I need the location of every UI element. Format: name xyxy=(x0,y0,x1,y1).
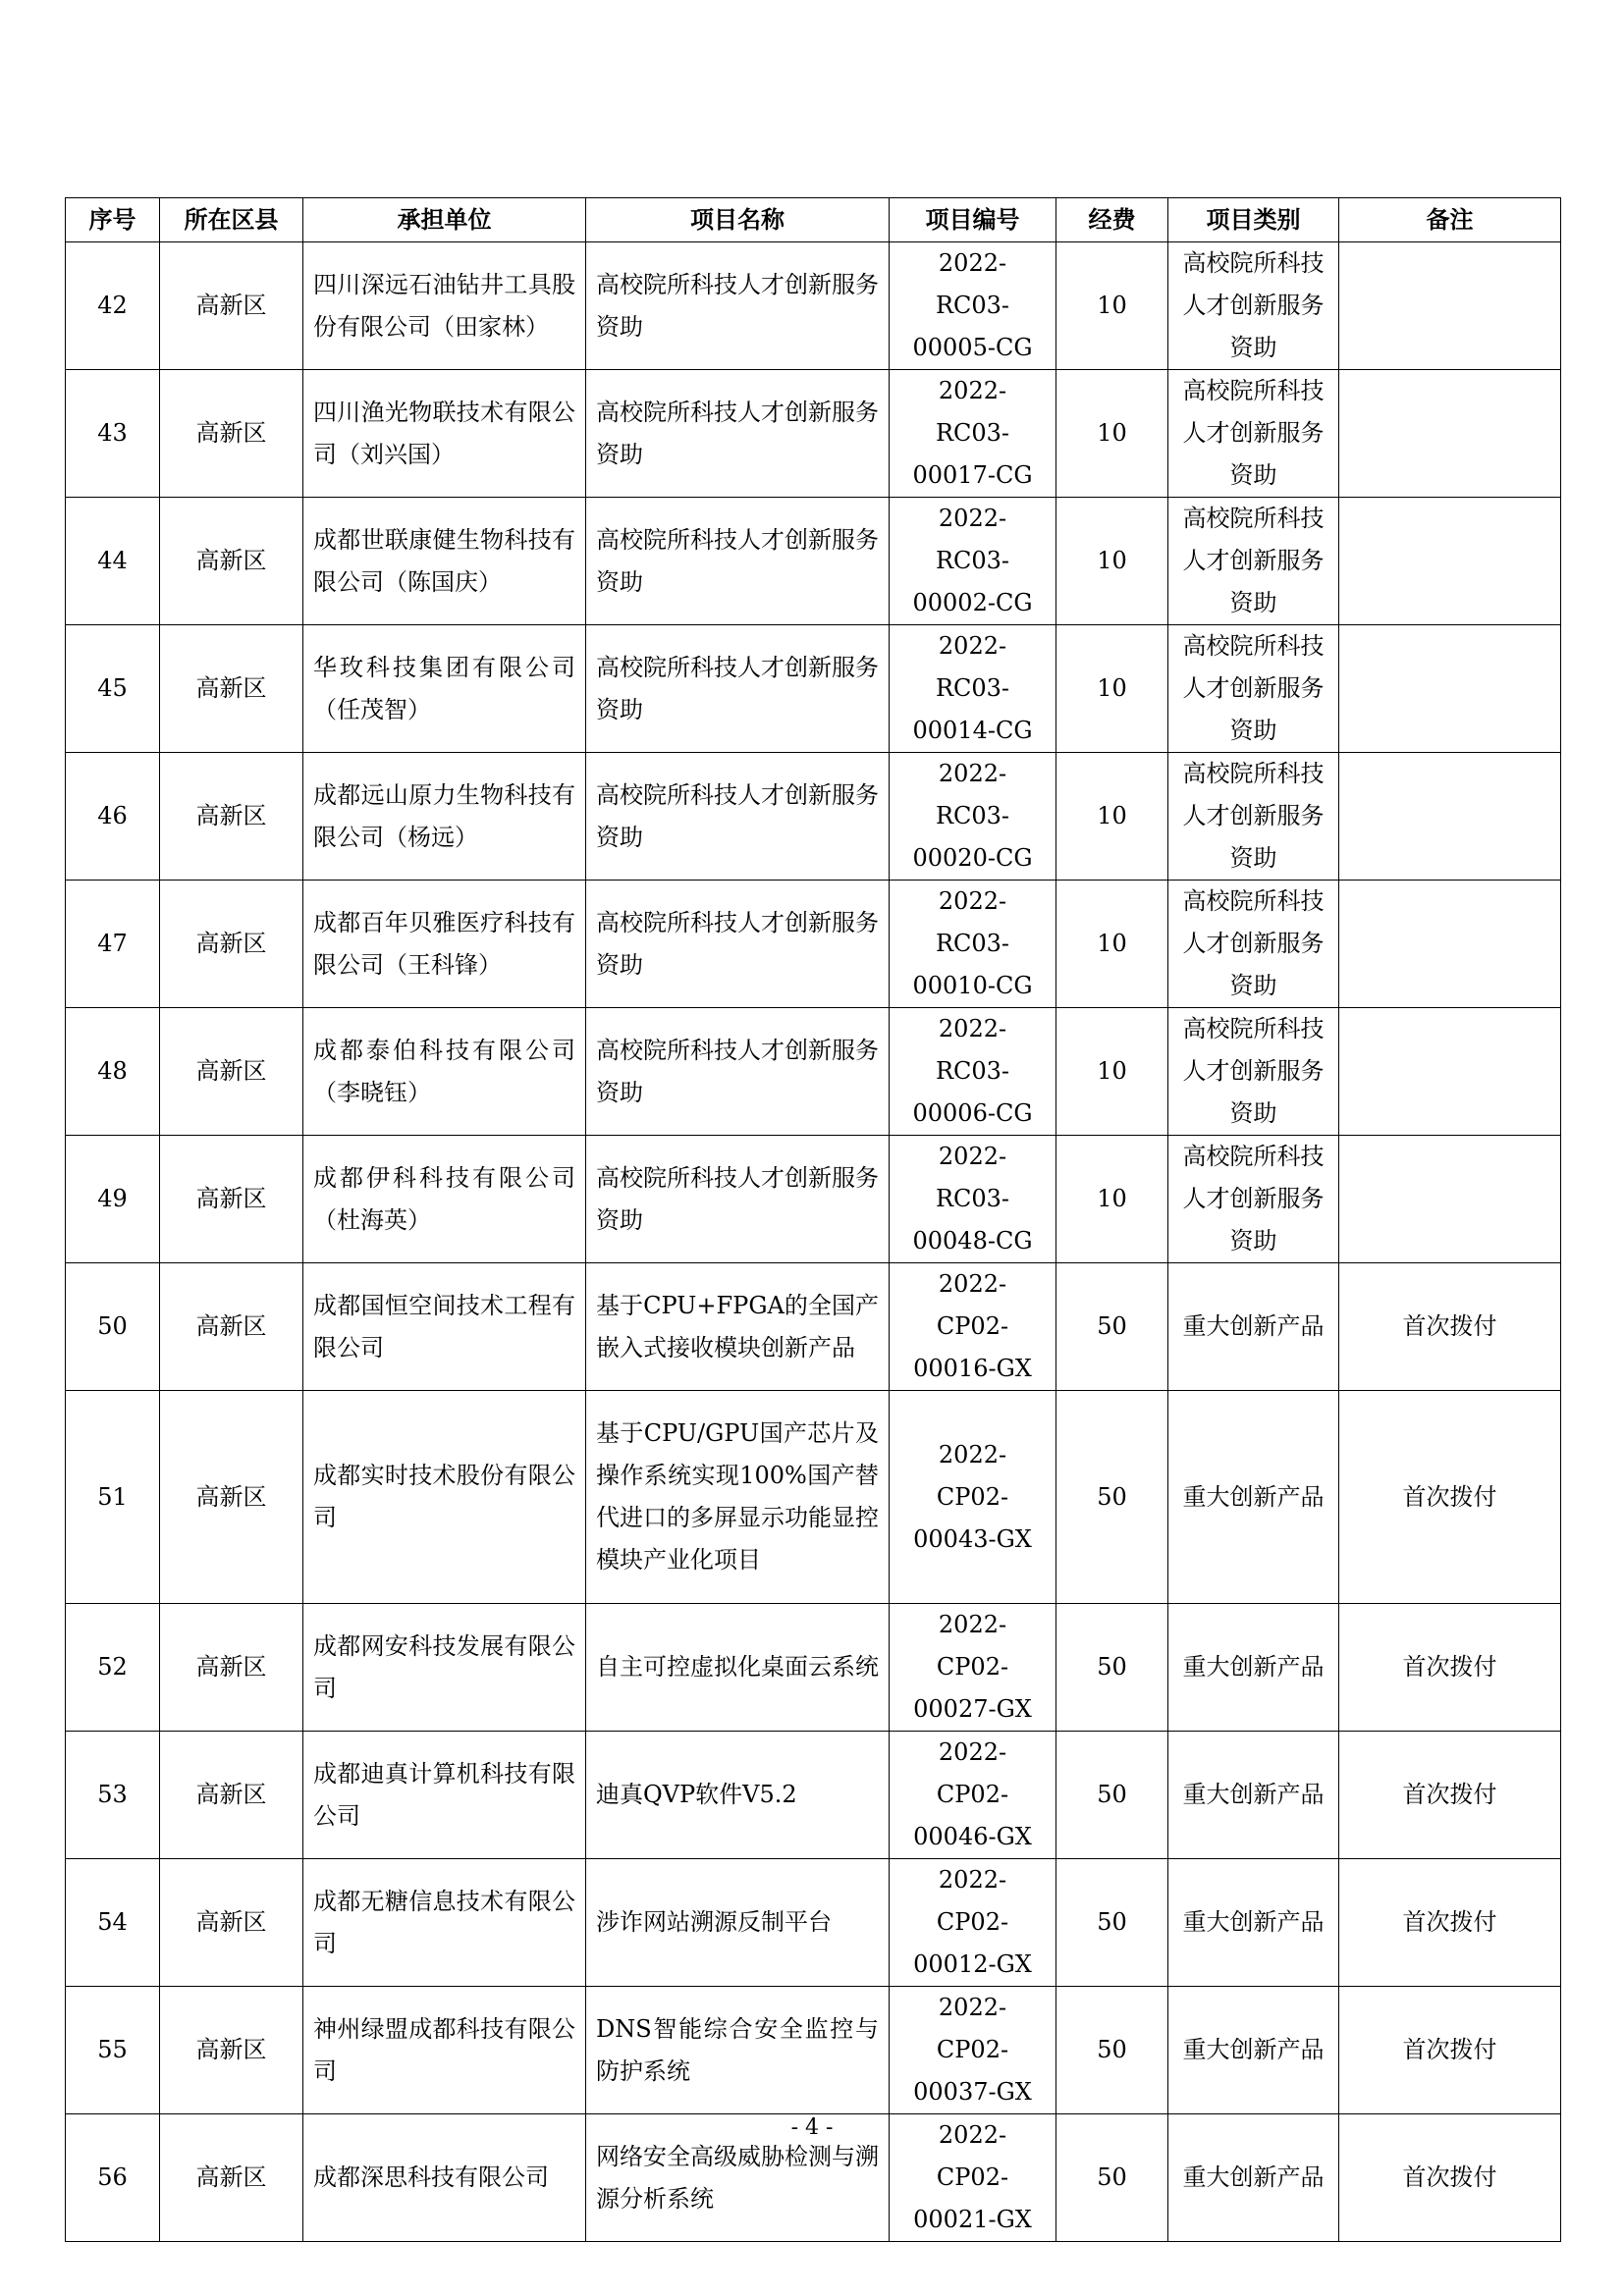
cell-project: 高校院所科技人才创新服务资助 xyxy=(586,1136,890,1263)
cell-no: 51 xyxy=(66,1391,160,1604)
cell-remark: 首次拨付 xyxy=(1339,1732,1561,1859)
cell-remark: 首次拨付 xyxy=(1339,1987,1561,2114)
cell-district: 高新区 xyxy=(160,2114,303,2242)
cell-category: 重大创新产品 xyxy=(1168,1732,1339,1859)
cell-category: 高校院所科技人才创新服务资助 xyxy=(1168,498,1339,625)
cell-project: 高校院所科技人才创新服务资助 xyxy=(586,881,890,1008)
cell-funds: 10 xyxy=(1056,881,1168,1008)
cell-no: 46 xyxy=(66,753,160,881)
cell-funds: 10 xyxy=(1056,498,1168,625)
cell-no: 48 xyxy=(66,1008,160,1136)
header-district: 所在区县 xyxy=(160,198,303,242)
table-row xyxy=(66,498,1561,625)
cell-remark: 首次拨付 xyxy=(1339,1604,1561,1732)
cell-project: 涉诈网站溯源反制平台 xyxy=(586,1859,890,1987)
cell-code: 2022-RC03-00006-CG xyxy=(890,1008,1056,1136)
table-row xyxy=(66,370,1561,498)
cell-code: 2022-RC03-00005-CG xyxy=(890,242,1056,370)
cell-code: 2022-CP02-00043-GX xyxy=(890,1391,1056,1604)
cell-district: 高新区 xyxy=(160,753,303,881)
cell-no: 44 xyxy=(66,498,160,625)
cell-district: 高新区 xyxy=(160,1732,303,1859)
cell-project: 高校院所科技人才创新服务资助 xyxy=(586,370,890,498)
cell-district: 高新区 xyxy=(160,625,303,753)
cell-district: 高新区 xyxy=(160,498,303,625)
cell-project: 高校院所科技人才创新服务资助 xyxy=(586,625,890,753)
cell-remark xyxy=(1339,1136,1561,1263)
cell-district: 高新区 xyxy=(160,370,303,498)
cell-funds: 50 xyxy=(1056,1604,1168,1732)
cell-unit: 神州绿盟成都科技有限公司 xyxy=(303,1987,586,2114)
cell-project: 高校院所科技人才创新服务资助 xyxy=(586,498,890,625)
cell-funds: 50 xyxy=(1056,1391,1168,1604)
cell-remark xyxy=(1339,881,1561,1008)
funding-table xyxy=(65,197,1561,2242)
cell-funds: 50 xyxy=(1056,1732,1168,1859)
cell-district: 高新区 xyxy=(160,1136,303,1263)
table-row xyxy=(66,1987,1561,2114)
table-row xyxy=(66,242,1561,370)
cell-code: 2022-RC03-00048-CG xyxy=(890,1136,1056,1263)
cell-funds: 10 xyxy=(1056,370,1168,498)
header-unit: 承担单位 xyxy=(303,198,586,242)
cell-funds: 10 xyxy=(1056,1008,1168,1136)
cell-code: 2022-RC03-00020-CG xyxy=(890,753,1056,881)
cell-district: 高新区 xyxy=(160,1987,303,2114)
cell-remark xyxy=(1339,1008,1561,1136)
cell-unit: 成都伊科科技有限公司（杜海英） xyxy=(303,1136,586,1263)
cell-no: 45 xyxy=(66,625,160,753)
cell-no: 55 xyxy=(66,1987,160,2114)
cell-category: 高校院所科技人才创新服务资助 xyxy=(1168,242,1339,370)
cell-category: 重大创新产品 xyxy=(1168,1391,1339,1604)
table-row xyxy=(66,1732,1561,1859)
cell-district: 高新区 xyxy=(160,1391,303,1604)
cell-code: 2022-RC03-00002-CG xyxy=(890,498,1056,625)
cell-remark xyxy=(1339,370,1561,498)
cell-funds: 50 xyxy=(1056,1859,1168,1987)
header-code: 项目编号 xyxy=(890,198,1056,242)
cell-funds: 50 xyxy=(1056,2114,1168,2242)
table-row xyxy=(66,1008,1561,1136)
cell-no: 53 xyxy=(66,1732,160,1859)
cell-unit: 成都深思科技有限公司 xyxy=(303,2114,586,2242)
cell-code: 2022-CP02-00027-GX xyxy=(890,1604,1056,1732)
table-row xyxy=(66,1263,1561,1391)
cell-category: 高校院所科技人才创新服务资助 xyxy=(1168,881,1339,1008)
cell-category: 重大创新产品 xyxy=(1168,1859,1339,1987)
cell-code: 2022-RC03-00010-CG xyxy=(890,881,1056,1008)
cell-unit: 华玫科技集团有限公司（任茂智） xyxy=(303,625,586,753)
cell-unit: 四川渔光物联技术有限公司（刘兴国） xyxy=(303,370,586,498)
cell-remark xyxy=(1339,625,1561,753)
cell-remark xyxy=(1339,242,1561,370)
cell-district: 高新区 xyxy=(160,242,303,370)
cell-unit: 成都泰伯科技有限公司（李晓钰） xyxy=(303,1008,586,1136)
cell-no: 42 xyxy=(66,242,160,370)
cell-project: 迪真QVP软件V5.2 xyxy=(586,1732,890,1859)
table-row xyxy=(66,753,1561,881)
cell-unit: 成都百年贝雅医疗科技有限公司（王科锋） xyxy=(303,881,586,1008)
header-category: 项目类别 xyxy=(1168,198,1339,242)
cell-unit: 成都世联康健生物科技有限公司（陈国庆） xyxy=(303,498,586,625)
cell-remark: 首次拨付 xyxy=(1339,1263,1561,1391)
cell-category: 高校院所科技人才创新服务资助 xyxy=(1168,370,1339,498)
cell-unit: 四川深远石油钻井工具股份有限公司（田家林） xyxy=(303,242,586,370)
cell-project: 高校院所科技人才创新服务资助 xyxy=(586,1008,890,1136)
cell-no: 56 xyxy=(66,2114,160,2242)
cell-code: 2022-CP02-00037-GX xyxy=(890,1987,1056,2114)
cell-unit: 成都实时技术股份有限公司 xyxy=(303,1391,586,1604)
cell-code: 2022-CP02-00046-GX xyxy=(890,1732,1056,1859)
table-row xyxy=(66,1391,1561,1604)
header-project: 项目名称 xyxy=(586,198,890,242)
cell-code: 2022-CP02-00021-GX xyxy=(890,2114,1056,2242)
cell-unit: 成都远山原力生物科技有限公司（杨远） xyxy=(303,753,586,881)
table-header-row xyxy=(66,198,1561,242)
cell-district: 高新区 xyxy=(160,1263,303,1391)
cell-project: 自主可控虚拟化桌面云系统 xyxy=(586,1604,890,1732)
cell-no: 43 xyxy=(66,370,160,498)
cell-no: 54 xyxy=(66,1859,160,1987)
cell-category: 重大创新产品 xyxy=(1168,1987,1339,2114)
cell-project: 高校院所科技人才创新服务资助 xyxy=(586,753,890,881)
page-number: - 4 - xyxy=(790,2115,834,2140)
cell-code: 2022-RC03-00017-CG xyxy=(890,370,1056,498)
cell-project: 高校院所科技人才创新服务资助 xyxy=(586,242,890,370)
cell-remark: 首次拨付 xyxy=(1339,1391,1561,1604)
cell-remark: 首次拨付 xyxy=(1339,1859,1561,1987)
cell-project: 基于CPU/GPU国产芯片及操作系统实现100%国产替代进口的多屏显示功能显控模块产业化项目 xyxy=(586,1391,890,1604)
cell-funds: 10 xyxy=(1056,1136,1168,1263)
cell-category: 高校院所科技人才创新服务资助 xyxy=(1168,753,1339,881)
header-funds: 经费 xyxy=(1056,198,1168,242)
cell-district: 高新区 xyxy=(160,1859,303,1987)
cell-funds: 50 xyxy=(1056,1263,1168,1391)
cell-category: 高校院所科技人才创新服务资助 xyxy=(1168,1136,1339,1263)
cell-category: 高校院所科技人才创新服务资助 xyxy=(1168,625,1339,753)
cell-funds: 10 xyxy=(1056,242,1168,370)
cell-project: DNS智能综合安全监控与防护系统 xyxy=(586,1987,890,2114)
cell-remark xyxy=(1339,753,1561,881)
table-row xyxy=(66,1136,1561,1263)
cell-district: 高新区 xyxy=(160,1604,303,1732)
cell-funds: 50 xyxy=(1056,1987,1168,2114)
cell-no: 50 xyxy=(66,1263,160,1391)
cell-no: 52 xyxy=(66,1604,160,1732)
cell-code: 2022-CP02-00016-GX xyxy=(890,1263,1056,1391)
cell-unit: 成都网安科技发展有限公司 xyxy=(303,1604,586,1732)
cell-unit: 成都迪真计算机科技有限公司 xyxy=(303,1732,586,1859)
cell-funds: 10 xyxy=(1056,753,1168,881)
cell-code: 2022-RC03-00014-CG xyxy=(890,625,1056,753)
table-row xyxy=(66,1604,1561,1732)
cell-remark xyxy=(1339,498,1561,625)
cell-unit: 成都无糖信息技术有限公司 xyxy=(303,1859,586,1987)
cell-district: 高新区 xyxy=(160,1008,303,1136)
cell-unit: 成都国恒空间技术工程有限公司 xyxy=(303,1263,586,1391)
cell-no: 47 xyxy=(66,881,160,1008)
cell-category: 高校院所科技人才创新服务资助 xyxy=(1168,1008,1339,1136)
cell-project: 基于CPU+FPGA的全国产嵌入式接收模块创新产品 xyxy=(586,1263,890,1391)
cell-remark: 首次拨付 xyxy=(1339,2114,1561,2242)
cell-no: 49 xyxy=(66,1136,160,1263)
cell-category: 重大创新产品 xyxy=(1168,1263,1339,1391)
header-remark: 备注 xyxy=(1339,198,1561,242)
cell-project: 网络安全高级威胁检测与溯源分析系统 xyxy=(586,2114,890,2242)
cell-funds: 10 xyxy=(1056,625,1168,753)
header-no: 序号 xyxy=(66,198,160,242)
cell-code: 2022-CP02-00012-GX xyxy=(890,1859,1056,1987)
cell-category: 重大创新产品 xyxy=(1168,2114,1339,2242)
table-row xyxy=(66,625,1561,753)
cell-category: 重大创新产品 xyxy=(1168,1604,1339,1732)
cell-district: 高新区 xyxy=(160,881,303,1008)
table-body xyxy=(66,242,1561,2242)
table-row xyxy=(66,881,1561,1008)
table-row xyxy=(66,1859,1561,1987)
